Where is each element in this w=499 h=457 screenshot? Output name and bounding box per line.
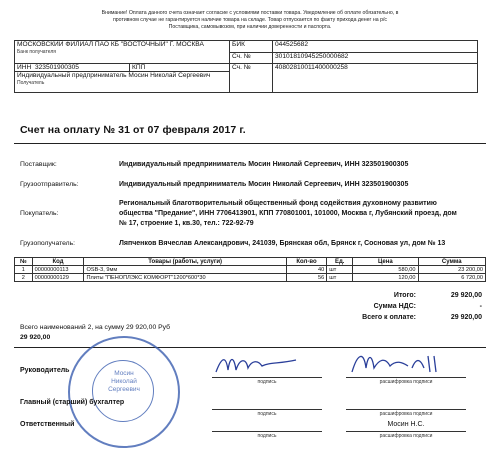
accountant-sign-caption: подпись bbox=[257, 411, 277, 417]
row-qty: 40 bbox=[286, 266, 326, 274]
items-table bbox=[14, 257, 486, 282]
title-divider bbox=[14, 143, 486, 144]
bank-caption: Банк получателя bbox=[17, 49, 56, 55]
vat-value: - bbox=[479, 303, 482, 310]
bank-name-cell bbox=[15, 41, 230, 64]
items-header-row bbox=[15, 258, 486, 266]
accountant-decode-line bbox=[346, 409, 466, 410]
buyer-line-2: общества "Предание", ИНН 7706413901, КПП 770801001, 101000, Москва г, Лубянский проезд, дом bbox=[119, 210, 457, 217]
kpp-label: КПП bbox=[132, 64, 146, 71]
responsible-label: Ответственный bbox=[20, 421, 75, 428]
corr-label: Сч. № bbox=[230, 52, 273, 64]
inn-cell bbox=[15, 64, 130, 72]
decode-signature bbox=[346, 348, 446, 380]
col-goods: Товары (работы, услуги) bbox=[84, 258, 286, 266]
due-value: 29 920,00 bbox=[450, 314, 482, 321]
row-goods: Плиты "ПЕНОПЛЭКС КОМФОРТ"1200*600*30 bbox=[84, 274, 286, 282]
kpp-cell bbox=[130, 64, 230, 72]
row-unit: шт bbox=[327, 274, 353, 282]
buyer-label: Покупатель: bbox=[20, 210, 59, 217]
responsible-sign-line bbox=[212, 431, 322, 432]
col-code: Код bbox=[32, 258, 84, 266]
head-decode-caption: расшифровка подписи bbox=[379, 379, 433, 385]
row-goods: OSB-3, 9мм bbox=[84, 266, 286, 274]
row-code: 00000000129 bbox=[32, 274, 84, 282]
row-code: 00000000113 bbox=[32, 266, 84, 274]
due-label: Всего к оплате: bbox=[362, 314, 416, 321]
col-sum: Сумма bbox=[418, 258, 486, 266]
responsible-sign-caption: подпись bbox=[257, 433, 277, 439]
row-qty: 56 bbox=[286, 274, 326, 282]
row-unit: шт bbox=[327, 266, 353, 274]
company-stamp bbox=[68, 336, 180, 448]
buyer-line-3: № 17, строение 1, кв.30, тел.: 722-92-79 bbox=[119, 220, 254, 227]
responsible-decode-line bbox=[346, 431, 466, 432]
recipient-caption: Получатель bbox=[17, 80, 45, 86]
supplier-value: Индивидуальный предприниматель Мосин Николай Сергеевич, ИНН 323501900305 bbox=[119, 161, 409, 168]
supplier-label: Поставщик: bbox=[20, 161, 57, 168]
responsible-name: Мосин Н.С. bbox=[387, 421, 425, 428]
consignee-label: Грузополучатель: bbox=[20, 240, 76, 247]
stamp-text bbox=[70, 370, 178, 394]
shipper-value: Индивидуальный предприниматель Мосин Николай Сергеевич, ИНН 323501900305 bbox=[119, 181, 409, 188]
accountant-sign-line bbox=[212, 409, 322, 410]
row-sum: 6 720,00 bbox=[418, 274, 486, 282]
acc-value: 40802810011400000258 bbox=[273, 64, 478, 93]
accountant-decode-caption: расшифровка подписи bbox=[379, 411, 433, 417]
invoice-title: Счет на оплату № 31 от 07 февраля 2017 г. bbox=[20, 124, 246, 136]
total-label: Итого: bbox=[393, 292, 416, 299]
total-value: 29 920,00 bbox=[450, 292, 482, 299]
head-signature bbox=[212, 350, 302, 380]
table-row bbox=[15, 266, 486, 274]
stamp-line-3: Сергеевич bbox=[108, 386, 140, 393]
buyer-line-1: Региональный благотворительный общественный фонд содействия духовному развитию bbox=[119, 200, 437, 207]
head-sign-caption: подпись bbox=[257, 379, 277, 385]
bank-name: МОСКОВСКИЙ ФИЛИАЛ ПАО КБ "ВОСТОЧНЫЙ" Г. МОСКВА bbox=[17, 41, 204, 48]
bank-details-table bbox=[14, 40, 478, 93]
recipient: Индивидуальный предприниматель Мосин Николай Сергеевич bbox=[17, 72, 211, 79]
vat-label: Сумма НДС: bbox=[373, 303, 416, 310]
head-sign-line bbox=[212, 377, 322, 378]
amount-in-words: 29 920,00 bbox=[20, 334, 51, 341]
stamp-line-1: Мосин bbox=[114, 370, 134, 377]
col-qty: Кол-во bbox=[286, 258, 326, 266]
table-row bbox=[15, 274, 486, 282]
acc-label: Сч. № bbox=[230, 64, 273, 93]
col-price: Цена bbox=[353, 258, 418, 266]
shipper-label: Грузоотправитель: bbox=[20, 181, 79, 188]
head-decode-line bbox=[346, 377, 466, 378]
row-num: 2 bbox=[15, 274, 33, 282]
col-num: № bbox=[15, 258, 33, 266]
bik-value: 044525682 bbox=[273, 41, 478, 53]
stamp-line-2: Николай bbox=[111, 378, 137, 385]
row-price: 580,00 bbox=[353, 266, 418, 274]
inn-label: ИНН bbox=[17, 64, 32, 71]
accountant-label: Главный (старший) бухгалтер bbox=[20, 399, 125, 406]
row-num: 1 bbox=[15, 266, 33, 274]
items-count-line: Всего наименований 2, на сумму 29 920,00 Руб bbox=[20, 324, 171, 331]
payment-notice: Внимание! Оплата данного счета означает согласие с условиями поставки товара. Уведомление об оплате обязательно, в противном случае не гарантируется наличие товара на складе. Товар отпускается по факту прихода денег на р/с Поставщика, самовывозом, при наличии доверенности и паспорта. bbox=[101, 10, 399, 30]
corr-value: 30101810945250000682 bbox=[273, 52, 478, 64]
row-price: 120,00 bbox=[353, 274, 418, 282]
col-unit: Ед. bbox=[327, 258, 353, 266]
row-sum: 23 200,00 bbox=[418, 266, 486, 274]
responsible-decode-caption: расшифровка подписи bbox=[379, 433, 433, 439]
inn-value: 323501900305 bbox=[34, 64, 79, 71]
consignee-value: Ляпченков Вячеслав Александрович, 241039, Брянская обл, Брянск г, Сосновая ул, дом № 13 bbox=[119, 240, 446, 247]
head-label: Руководитель bbox=[20, 367, 70, 374]
recipient-cell bbox=[15, 72, 230, 93]
bik-label: БИК bbox=[230, 41, 273, 53]
